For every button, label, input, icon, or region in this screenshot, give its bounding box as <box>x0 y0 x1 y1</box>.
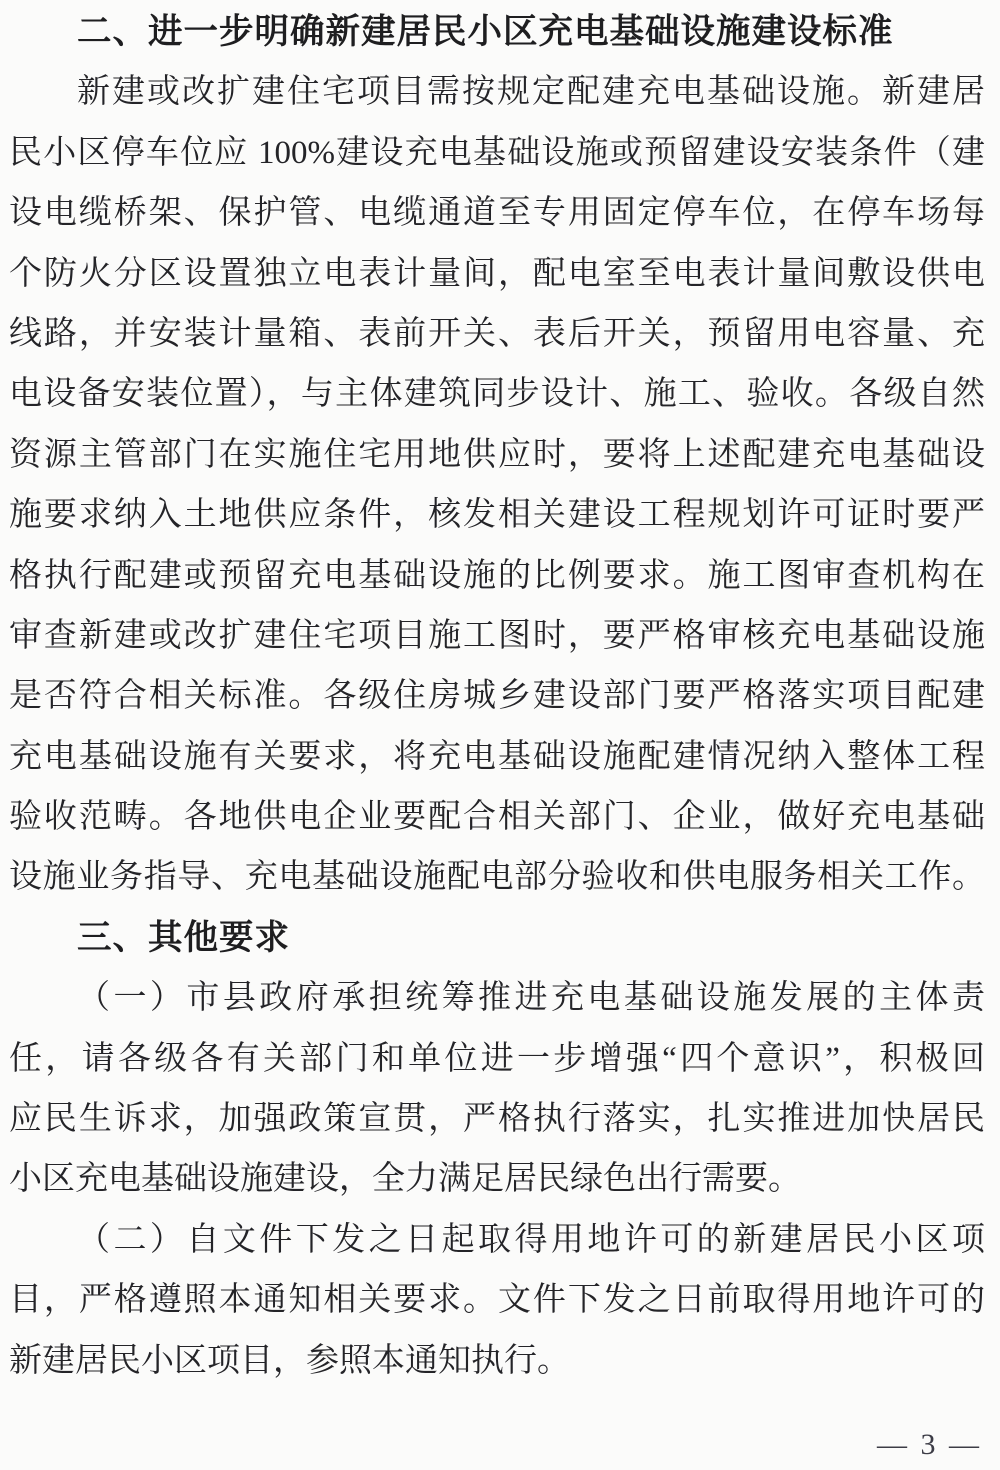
body-line: 小区充电基础设施建设，全力满足居民绿色出行需要。 <box>9 1161 801 1198</box>
body-line: 新建居民小区项目，参照本通知执行。 <box>9 1342 570 1379</box>
body-line: 设施业务指导、充电基础设施配电部分验收和供电服务相关工作。 <box>9 859 985 896</box>
body-line: （一）市县政府承担统筹推进充电基础设施发展的主体责 <box>77 980 985 1017</box>
body-line: 资源主管部门在实施住宅用地供应时，要将上述配建充电基础设 <box>9 436 985 473</box>
body-line: 审查新建或改扩建住宅项目施工图时，要严格审核充电基础设施 <box>9 617 985 654</box>
page-number: — 3 — <box>877 1428 982 1461</box>
section-2-heading: 二、进一步明确新建居民小区充电基础设施建设标准 <box>77 13 894 51</box>
body-line: 设电缆桥架、保护管、电缆通道至专用固定停车位，在停车场每 <box>9 195 985 232</box>
body-line: 电设备安装位置），与主体建筑同步设计、施工、验收。各级自然 <box>9 376 985 413</box>
body-line: 个防火分区设置独立电表计量间，配电室至电表计量间敷设供电 <box>9 255 985 292</box>
body-line: 线路，并安装计量箱、表前开关、表后开关，预留用电容量、充 <box>9 315 985 352</box>
section-3-heading: 三、其他要求 <box>77 918 290 957</box>
body-line: 是否符合相关标准。各级住房城乡建设部门要严格落实项目配建 <box>9 678 985 715</box>
body-line: 民小区停车位应 100%建设充电基础设施或预留建设安装条件（建 <box>9 134 985 171</box>
body-line: 任，请各级各有关部门和单位进一步增强“四个意识”，积极回 <box>9 1040 985 1077</box>
body-line: （二）自文件下发之日起取得用地许可的新建居民小区项 <box>77 1221 985 1258</box>
body-line: 格执行配建或预留充电基础设施的比例要求。施工图审查机构在 <box>9 557 985 594</box>
body-line: 施要求纳入土地供应条件，核发相关建设工程规划许可证时要严 <box>9 497 985 534</box>
body-line: 新建或改扩建住宅项目需按规定配建充电基础设施。新建居 <box>77 74 985 111</box>
body-line: 目，严格遵照本通知相关要求。文件下发之日前取得用地许可的 <box>9 1282 985 1319</box>
body-line: 充电基础设施有关要求，将充电基础设施配建情况纳入整体工程 <box>9 738 985 775</box>
body-line: 验收范畴。各地供电企业要配合相关部门、企业，做好充电基础 <box>9 799 985 836</box>
body-line: 应民生诉求，加强政策宣贯，严格执行落实，扎实推进加快居民 <box>9 1101 985 1138</box>
